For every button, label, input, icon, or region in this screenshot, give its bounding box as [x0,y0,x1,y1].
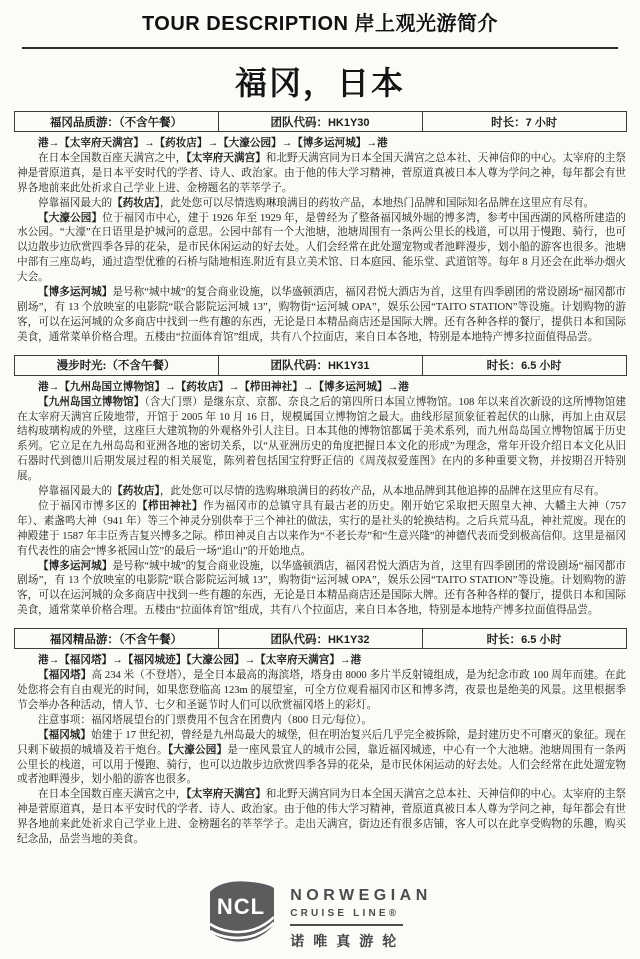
tour-3-duration-cell [422,629,626,649]
tour-2-paragraph: 【九州岛国立博物馆】（含大门票）是继东京、京都、奈良之后的第四所日本国立博物馆。108 年以来首次新设的这所博物馆建在太宰府天满宫丘陵地带，开馆于 2005 年 10 月 16 日，规模属国立博物馆之最大。曲线形屋顶象征着起伏的山脉，再加上由双层结构玻璃构成的外壁，这座巨大建筑物的外观格外引人注目。日本其他的博物馆都属于美术系列，而九州岛岛国立博物馆属于历史系列。它立足在九州岛岛和亚洲各地的密切关系，以“从亚洲历史的角度把握日本文化的形成”为理念，常年开设介绍日本文化从旧石器时代到德川后期发展过程的相关展览，陈列着包括国宝狩野正信的《周茂叔爱莲图》在内的多种重要文物，并按期召开特别展。 [17,396,626,483]
table-row [14,355,626,375]
tour-1-body [17,137,626,346]
header-divider [22,47,618,49]
tour-3-body [17,654,626,848]
code-label: 团队代码： [270,633,328,646]
tour-1-name: 福冈品质游：（不含午餐） [14,112,218,132]
tour-3-paragraph: 注意事项：福冈塔展望台的门票费用不包含在团费内（800 日元/每位）。 [38,714,372,726]
tour-3-code-cell [218,629,422,649]
page-title-zh: 岸上观光游简介 [354,13,499,35]
tour-1-paragraph: 在日本全国数百座天满宫之中，【太宰府天满宫】和北野天满宫同为日本全国天满宫之总本社、天神信仰的中心。太宰府的主祭神是菅原道真，是日本平安时代的学者、诗人、政治家。由于他的伟大学习精神，菅原道真被日本人尊为学问之神，每年都会有世界各地前来此处祈求自己学业上进、金榜题名的莘莘学子。 [17,152,627,194]
tour-2-header-row [14,355,627,376]
ncl-logo-icon [208,881,275,943]
tour-3-duration: 6.5 小时 [521,633,562,646]
tour-2-duration-cell [422,355,626,375]
tour-2-code-cell [218,355,422,375]
document-header [0,0,640,36]
tour-2-body [17,381,626,620]
city-title: 福冈，日本 [234,65,405,101]
tour-3-paragraph: 在日本全国数百座天满宫之中，【太宰府天满宫】和北野天满宫同为日本全国天满宫之总本社、天神信仰的中心。太宰府的主祭神是菅原道真，是日本平安时代的学者、诗人、政治家。由于他的伟大学习精神，菅原道真被日本人尊为学问之神，每年都会有世界各地前来此处祈求自己学业上进、金榜题名的莘莘学子。走出天满宫，街边还有很多店铺，客人可以在此享受购物的乐趣，购买纪念品，品尝当地的美食。 [17,789,627,846]
code-label: 团队代码： [270,360,328,373]
duration-label: 时长： [491,116,526,129]
brand-norwegian: NORWEGIAN [290,887,432,905]
duration-label: 时长： [486,360,522,373]
brand-chinese-name: 诺唯真游轮 [290,935,406,950]
tour-1-code: HK1Y30 [327,116,370,129]
tour-1-duration: 7 小时 [525,116,557,129]
tour-1-paragraph: 【博多运河城】是号称“城中城”的复合商业设施，以华盛顿酒店，福冈君悦大酒店为首，这里有四季剧团的常设剧场“福冈都市剧场”，有 13 个放映室的电影院“联合影院运河城 13”，购物街“运河城 OPA”，娱乐公园“TAITO STATION”等设施。计划购物的游客，可以在运河城的众多商店中找到一些有趣的东西，无论是日本精品商店还是国际大牌。还有各种各样的餐厅，提供日本和国际美食，通常菜单价格合理。五楼由“拉面体育馆”组成，共有八个拉面店，来自日本各地，特别是本地特产博多拉面值得品尝。 [17,287,626,343]
tour-2-code: HK1Y31 [327,360,370,373]
brand-divider [290,924,403,926]
code-label: 团队代码： [270,116,328,129]
tour-3-name: 福冈精品游：（不含午餐） [14,629,218,649]
page-title [0,7,640,36]
tour-2-paragraph: 位于福冈市博多区的【栉田神社】作为福冈市的总镇守具有最古老的历史。刚开始它采取把天照皇大神、大幡主大神（757 年）、素盏鸣大神（941 年）等三个神灵分别供奉于三个神社的做法，实行的是社头的轮换结构。之后兵荒马乱，神社荒废。现在的神殿建于 1587 年丰臣秀吉复兴博多之际。栉田神灵自古以来作为“不老长寿”和“生意兴隆”的神德代表而受到极高信仰。这里是福冈有代表性的庙会“博多祇园山笠”的最后一场“追山”的开始地点。 [17,500,627,557]
tour-2-paragraph: 停靠福冈最大的【药妆店】，此处您可以尽情的选购琳琅满目的药妆产品，从本地品牌到其他追捧的品牌在这里应有尽有。 [38,486,605,498]
tour-3-paragraph: 【福冈城】始建于 17 世纪初，曾经是九州岛最大的城堡，但在明治复兴后几乎完全被拆除，是封建历史不可磨灭的象征。现在只剩下破损的城墙及若干炮台。【大濠公园】是一座风景宜人的城市公园，靠近福冈城迹，中心有一个大池塘。池塘周围有一条两公里长的栈道，可以用于慢跑、骑行，也可以边散步边欣赏四季各异的花朵，是市民休闲运动的好去处。人们会经常在此处遛宠物或者池畔漫步，划小船的游客也很多。 [17,729,627,786]
tour-3-paragraph: 【福冈塔】高 234 米（不登塔），是全日本最高的海滨塔，塔身由 8000 多片半反射镜组成，是为纪念市政 100 周年而建。在此处您将会有自由观光的时间，如果您登临高 123m 的展望室，可全方位观看福冈市区和博多湾，夜景也是绝美的风景。这里根据季节会举办各种活动，情人节、七夕和圣诞节时人们可以欣赏福冈塔上的彩灯。 [17,670,626,711]
tour-1-header-row [14,111,627,132]
brand-cruise-line: CRUISE LINE® [290,908,400,920]
tour-3-header-row [14,628,627,649]
tour-2-name: 漫步时光:（不含午餐） [14,355,218,375]
tour-2-duration: 6.5 小时 [521,360,562,373]
tour-1-paragraph: 【大濠公园】位于福冈市中心，建于 1926 年至 1929 年，是曾经为了整备福冈城外堀的博多湾，参考中国西湖的风格所建造的水公园。“大濠”在日语里是护城河的意思。公园中部有一个大池塘，池塘周围有一条两公里长的栈道，可以用于慢跑、骑行，也可以边散步边欣赏四季各异的花朵，是市民休闲运动的好去处。人们会经常在此处遛宠物或者池畔漫步，划小船的游客也很多。池塘中部有三座岛屿，通过造型优雅的石桥与陆地相连.附近有县立美术馆、日本庭园、能乐堂、武道馆等。每年 8 月还会在此举办烟火大会。 [17,212,627,284]
tour-1-duration-cell [422,112,626,132]
tour-1-paragraph: 停靠福冈最大的【药妆店】，此处您可以尽情选购琳琅满目的药妆产品，本地热门品牌和国际知名品牌在这里应有尽有。 [38,197,595,209]
footer-brand [0,881,640,951]
tour-3-code: HK1Y32 [327,633,370,646]
brand-text-block [290,881,432,951]
svg-text:NCL: NCL [217,894,266,920]
tour-1-code-cell [218,112,422,132]
tour-2-paragraph: 【博多运河城】是号称“城中城”的复合商业设施，以华盛顿酒店，福冈君悦大酒店为首，这里有四季剧团的常设剧场“福冈都市剧场”，有 13 个放映室的电影院“联合影院运河城 13”，购物街“运河城 OPA”，娱乐公园“TAITO STATION”等设施。计划购物的游客，可以在运河城的众多商店中找到一些有趣的东西，无论是日本精品商店还是国际大牌。还有各种各样的餐厅，提供日本和国际美食，通常菜单价格合理。五楼由“拉面体育馆”组成，共有八个拉面店，来自日本各地，特别是本地特产博多拉面值得品尝。 [17,560,626,617]
tour-2-itinerary: 港→【九州岛国立博物馆】→【药妆店】→【栉田神社】→【博多运河城】→港 [38,381,409,393]
tour-3-itinerary: 港→【福冈塔】→【福冈城迹】【大濠公园】→【太宰府天满宫】→港 [38,655,362,667]
duration-label: 时长： [486,633,522,646]
table-row [14,629,626,649]
page-title-en: TOUR DESCRIPTION [141,13,349,35]
table-row [14,112,626,132]
tour-1-itinerary: 港→【太宰府天满宫】→【药妆店】→【大濠公园】→【博多运河城】→港 [38,138,388,149]
